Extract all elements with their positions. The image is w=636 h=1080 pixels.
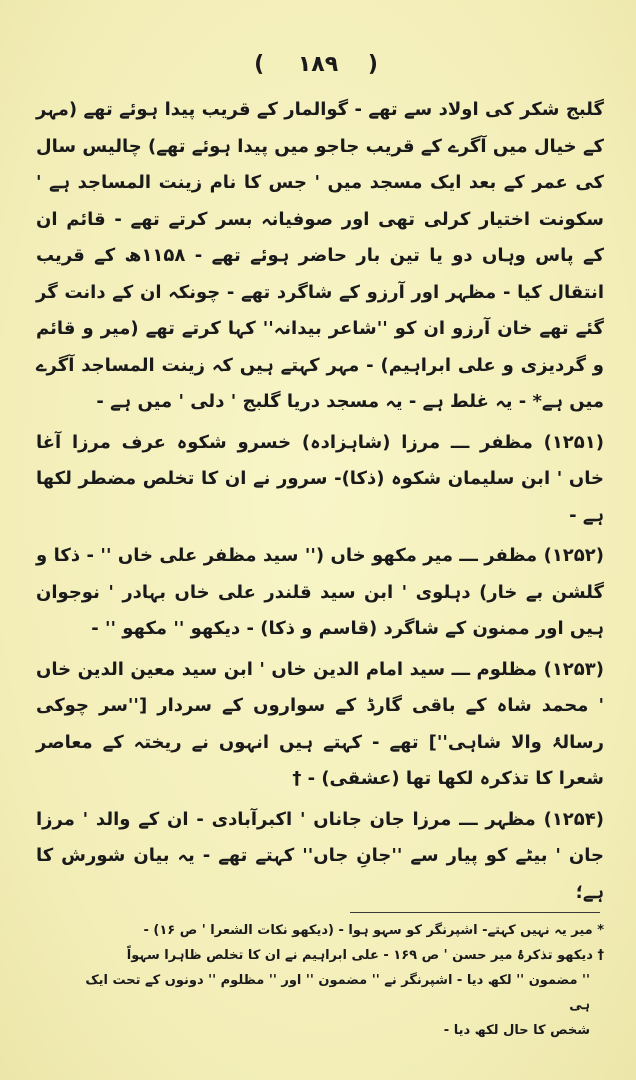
footnote-dagger: † دیکھو تذکرۂ میر حسن ' ص ۱۶۹ - علی ابراہیم نے ان کا تخلص ظاہرا سہواً xyxy=(126,948,604,963)
page-number xyxy=(0,52,636,77)
page-number-value: ١٨٩ xyxy=(297,52,339,77)
entry-1254: (۱۲۵۴) مظہر ـــ مرزا جان جاناں ' اکبرآبادی - ان کے والد ' مرزا جان ' بیٹے کو پیار سے ''جانِ جاں'' کہتے تھے - یہ بیان شورش کا ہے؛ xyxy=(36,808,604,903)
footnotes xyxy=(70,918,604,1043)
page-number-paren-close: ) xyxy=(367,52,382,77)
footnote-dagger-line-3: شخص کا حال لکھ دیا - xyxy=(443,1023,590,1038)
footnote-divider xyxy=(350,912,600,913)
entry-1253: (۱۲۵۳) مظلوم ـــ سید امام الدین خاں ' ابن سید معین الدین خاں ' محمد شاہ کے باقی گارڈ کے سواروں کے سردار [''سر چوکی رسالۂ والا شاہی''] تھے - کہتے ہیں انہوں نے ریختہ کے معاصر شعرا کا تذکرہ لکھا تھا (عشقی) - † xyxy=(36,658,604,789)
page-number-paren-open: ( xyxy=(254,52,269,77)
entry-1251: (۱۲۵۱) مظفر ـــ مرزا (شاہزادہ) خسرو شکوہ عرف مرزا آغا خاں ' ابن سلیمان شکوہ (ذکا)- سرور نے ان کا تخلص مضطر لکھا ہے - xyxy=(36,431,604,526)
footnote-dagger-line-2: '' مضمون '' لکھ دیا - اشپرنگر نے '' مضمون '' اور '' مظلوم '' دونوں کے تحت ایک ہی xyxy=(85,973,590,1013)
entry-1252: (۱۲۵۲) مظفر ـــ میر مکھو خاں ('' سید مظفر علی خاں '' - ذکا و گلشن بے خار) دہلوی ' ابن سید قلندر علی خاں بہادر ' نوجوان ہیں اور ممنون کے شاگرد (قاسم و ذکا) - دیکھو '' مکھو '' - xyxy=(36,545,604,639)
paragraph-continuation: گلبج شکر کی اولاد سے تھے - گوالمار کے قریب پیدا ہوئے تھے (مہر کے خیال میں آگرے کے قریب جاجو میں پیدا ہوئے تھے) چالیس سال کی عمر کے بعد ایک مسجد میں ' جس کا نام زینت المساجد ہے ' سکونت اختیار کرلی تھی اور صوفیانہ بسر کرتے تھے - قائم ان کے پاس وہاں دو یا تین بار حاضر ہوئے تھے - ۱۱۵۸ھ کے قریب انتقال کیا - مظہر اور آرزو کے شاگرد تھے - چونکہ ان کے دانت گر گئے تھے خان آرزو ان کو ''شاعر بیدانہ'' کہا کرتے تھے (میر و قائم و گردیزی و علی ابراہیم) - مہر کہتے ہیں کہ زینت المساجد آگرے میں ہے* - یہ غلط ہے - یہ مسجد دریا گلبج ' دلی ' میں ہے - xyxy=(36,99,604,412)
footnote-asterisk: * میر یہ نہیں کہتے- اشپرنگر کو سہو ہوا - (دیکھو نکات الشعرا ' ص ۱۶) - xyxy=(143,923,604,938)
main-text xyxy=(36,92,604,911)
